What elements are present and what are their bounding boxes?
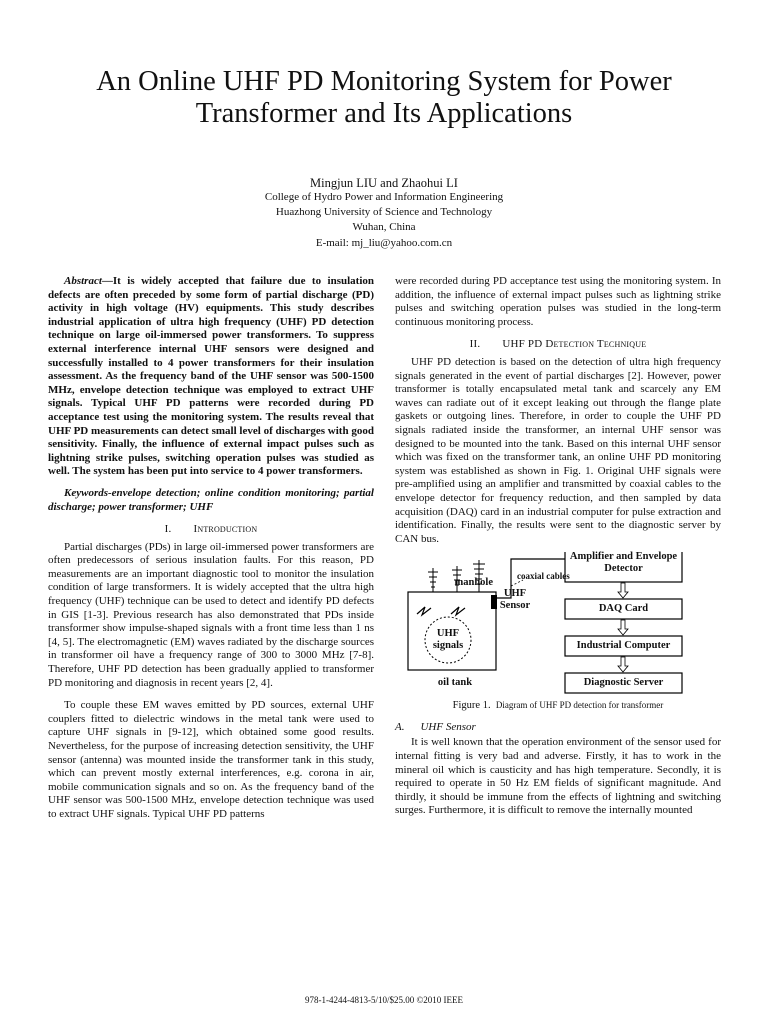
affiliation-email: E-mail: mj_liu@yahoo.com.cn <box>315 236 453 249</box>
affiliation <box>60 190 708 251</box>
figure-1-diagram <box>395 552 721 697</box>
affiliation-city: Wuhan, China <box>352 221 416 234</box>
affiliation-university: Huazhong University of Science and Technology <box>275 206 493 219</box>
caption-number: Figure 1. <box>452 700 491 712</box>
caption-text: Diagram of UHF PD detection for transformer <box>495 700 664 711</box>
industrial-computer-label: Industrial Computer <box>576 640 671 652</box>
uhf-sensor-label: UHF Sensor <box>499 588 531 612</box>
right-column <box>395 275 721 818</box>
left-column <box>48 275 374 822</box>
diagnostic-server-label: Diagnostic Server <box>583 677 664 689</box>
section-number: II. <box>469 338 481 351</box>
oil-tank-label: oil tank <box>437 677 473 689</box>
subsection-number: A. <box>395 720 405 733</box>
flow-arrows <box>618 583 628 672</box>
subsection-title: UHF Sensor <box>420 720 476 733</box>
section-title: Introduction <box>193 523 258 536</box>
copyright-footer: 978-1-4244-4813-5/10/$25.00 ©2010 IEEE <box>304 995 464 1005</box>
intro-paragraph-1: Partial discharges (PDs) in large oil-immersed power transformers are often predecessors of serious insulation faults. For this reason, PD measurements are an important diagnostic tool to monitor the insulation condition of large transformers. It is widely accepted that the ultra high frequency (UHF) technique can be used to detect and identify PD defects in GIS [1-3]. Previous research has also demonstrated that PDs inside transformer show impulse-shaped signals with a front time less than 1 ns [4, 5]. The electromagnetic (EM) waves radiated by the discharge sources in transformer oil have a frequency range of 300 to 3000 MHz [7-8]. Therefore, UHF PD detection has been gradually applied to transformer PD monitoring and diagnosis in recent years [2, 4]. <box>48 540 374 689</box>
authors: Mingjun LIU and Zhaohui LI <box>310 176 458 190</box>
subsection-heading-uhf-sensor <box>395 721 721 735</box>
discharge-symbol <box>451 607 465 615</box>
intro-paragraph-2: To couple these EM waves emitted by PD sources, external UHF couplers fitted to dielectric windows in the metal tank were used to capture UHF signals in [9-12], which obtained some good results. Nevertheless, for the purpose of increasing detection sensitivity, the UHF sensor (antenna) was mounted inside the transformer tank in this study, which can prevent mostly external interferences, e.g. corona in air, mobile communication signals and so on. As the frequency band of the UHF sensor was 500-1500 MHz, envelope detection technique was used to extract UHF signals. Typical UHF PD patterns <box>48 699 374 820</box>
intro-continuation: were recorded during PD acceptance test using the monitoring system. In addition, the influence of external impact pulses such as lightning strike pulses and switching operation pulses was studied in the long-term continuous monitoring process. <box>395 275 721 328</box>
amplifier-label: Amplifier and Envelope Detector <box>569 551 678 575</box>
detection-paragraph: UHF PD detection is based on the detection of ultra high frequency signals generated in the event of partial discharges [2]. However, power transformer is totally encapsulated metal tank and scarcely any EM waves can radiate out of it except leaking out through the flange plate gaskets or outgoing lines. Therefore, in order to couple the UHF PD signals radiated inside the transformer, an internal UHF sensor was designed to be mounted into the tank. Based on this internal UHF sensor which was fixed on the transformer tank, an online UHF PD monitoring system was established as shown in Fig. 1. Original UHF signals were pre-amplified using an amplifier and transmitted by coaxial cables to the envelope detector for frequency reduction, and then sampled by data acquisition (DAQ) card in an industrial computer for pulse extraction and identification. Finally, the results were sent to the diagnostic server by CAN bus. <box>395 355 721 545</box>
abstract <box>48 275 374 479</box>
discharge-symbol <box>417 607 431 615</box>
section-heading-introduction <box>48 523 374 537</box>
uhf-signals-label: UHF signals <box>432 628 464 652</box>
section-title: UHF PD Detection Technique <box>502 338 647 351</box>
figure-caption <box>395 699 721 713</box>
affiliation-college: College of Hydro Power and Information Engineering <box>264 191 504 203</box>
paper-title: An Online UHF PD Monitoring System for Power Transformer and Its Applications <box>96 66 672 129</box>
section-heading-uhf-detection <box>395 338 721 352</box>
manhole-label: manhole <box>454 577 493 589</box>
uhf-sensor-shape <box>491 595 497 609</box>
keywords: Keywords-envelope detection; online condition monitoring; partial discharge; power transformer; UHF <box>48 486 374 513</box>
uhf-sensor-paragraph: It is well known that the operation environment of the sensor used for internal fitting is very bad and adverse. Firstly, it has to work in the mineral oil which is causticity and has high temperature. Secondly, it is required to operate in 50 Hz EM fields of significant magnitude. And thirdly, it should be immune from the effects of lightning and switching surges. Furthermore, it is difficult to remove the internally mounted <box>395 736 721 817</box>
coaxial-cables-label: coaxial cables <box>517 571 570 582</box>
abstract-text: —It is widely accepted that failure due to insulation defects are often preceded by some form of partial discharge (PD) activity in high voltage (HV) equipments. This study describes industrial application of ultra high frequency (UHF) PD detection technique on large oil-immersed power transformers. To suppress external interference internal UHF sensors were designed and successfully installed to 4 power transformers for their insulation assessment. As the frequency band of the UHF sensor was 500-1500 MHz, envelope detection technique was employed to extract UHF signals. Typical UHF PD patterns were recorded during PD acceptance test using the monitoring system. The results reveal that UHF PD measurements can detect small level of discharges with good sensitivity. Finally, the influence of external impact pulses such as lightning strike pulses, switching operation pulses was studied as well. The system has been put into service to 4 power transformers. <box>48 275 374 478</box>
daq-card-label: DAQ Card <box>598 603 649 615</box>
section-number: I. <box>164 523 172 536</box>
abstract-lead: Abstract <box>64 275 102 287</box>
